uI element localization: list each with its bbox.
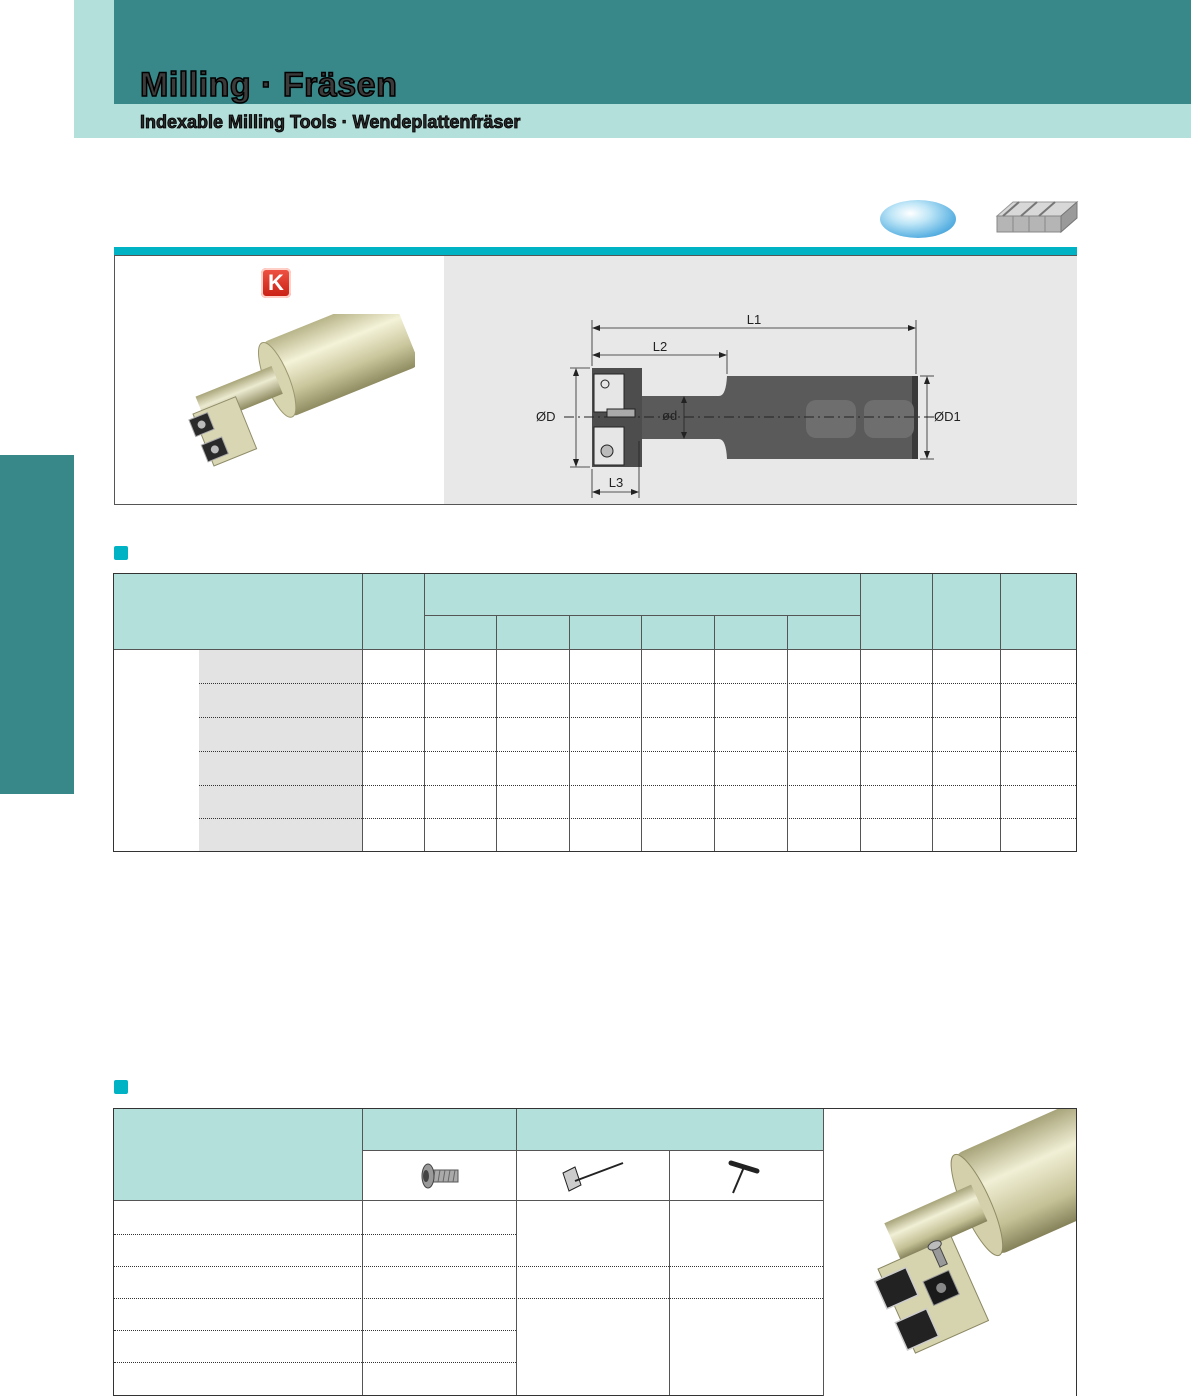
dim-l2-label: L2	[652, 339, 668, 354]
table-row	[199, 717, 1076, 718]
spare-parts-header-bottom	[114, 1200, 823, 1201]
dimension-drawing	[534, 306, 994, 506]
spec-hdr-col-line	[860, 574, 861, 649]
tool-product-image	[155, 314, 415, 494]
spec-hdr-col-line	[641, 616, 642, 649]
spec-hdr-col-line	[569, 616, 570, 649]
page-subtitle: Indexable Milling Tools · Wendeplattenfräser	[140, 112, 521, 132]
table-row	[114, 1266, 823, 1267]
dim-shank-diameter-label: ØD1	[934, 409, 961, 424]
table-row	[114, 1362, 516, 1363]
product-overview-box	[114, 255, 1077, 505]
spec-hdr-col-line	[1000, 574, 1001, 649]
spec-header-subdivider	[425, 615, 861, 616]
page-title: Milling · Fräsen	[140, 66, 398, 104]
t-slot-profile-icon	[993, 194, 1081, 234]
dim-cutting-diameter-label: ØD	[536, 409, 556, 424]
k-grade-badge: K	[261, 268, 291, 298]
technical-drawing-panel	[444, 256, 1077, 504]
section-accent-line	[114, 247, 1077, 255]
table-row	[114, 1298, 823, 1299]
spare-col-line	[516, 1109, 517, 1396]
side-chapter-tab	[0, 455, 74, 794]
spec-hdr-col-line	[362, 574, 363, 649]
table-row	[199, 785, 1076, 786]
spec-table	[113, 573, 1077, 852]
dim-neck-diameter-label: ød	[662, 408, 678, 423]
spec-section-marker	[114, 546, 128, 560]
spec-hdr-col-line	[714, 616, 715, 649]
screw-icon	[414, 1161, 464, 1191]
spec-hdr-col-line	[787, 616, 788, 649]
dim-l1-label: L1	[746, 312, 762, 327]
table-row	[199, 683, 1076, 684]
table-row	[114, 1330, 516, 1331]
spec-hdr-col-line	[496, 616, 497, 649]
spare-col-line	[362, 1109, 363, 1396]
table-row	[199, 818, 1076, 819]
table-row	[114, 1234, 516, 1235]
spare-col-line	[669, 1150, 670, 1396]
table-row	[199, 751, 1076, 752]
spare-parts-header-divider	[362, 1150, 823, 1151]
spec-hdr-col-line	[424, 574, 425, 649]
assembled-tool-image	[823, 1109, 1076, 1395]
t-handle-wrench-icon	[719, 1159, 769, 1195]
spare-parts-section-marker	[114, 1080, 128, 1094]
spec-hdr-col-line	[932, 574, 933, 649]
dim-l3-label: L3	[608, 475, 624, 490]
oval-badge-icon	[880, 200, 956, 238]
torx-key-icon	[559, 1159, 629, 1195]
header-accent-column	[74, 0, 114, 104]
